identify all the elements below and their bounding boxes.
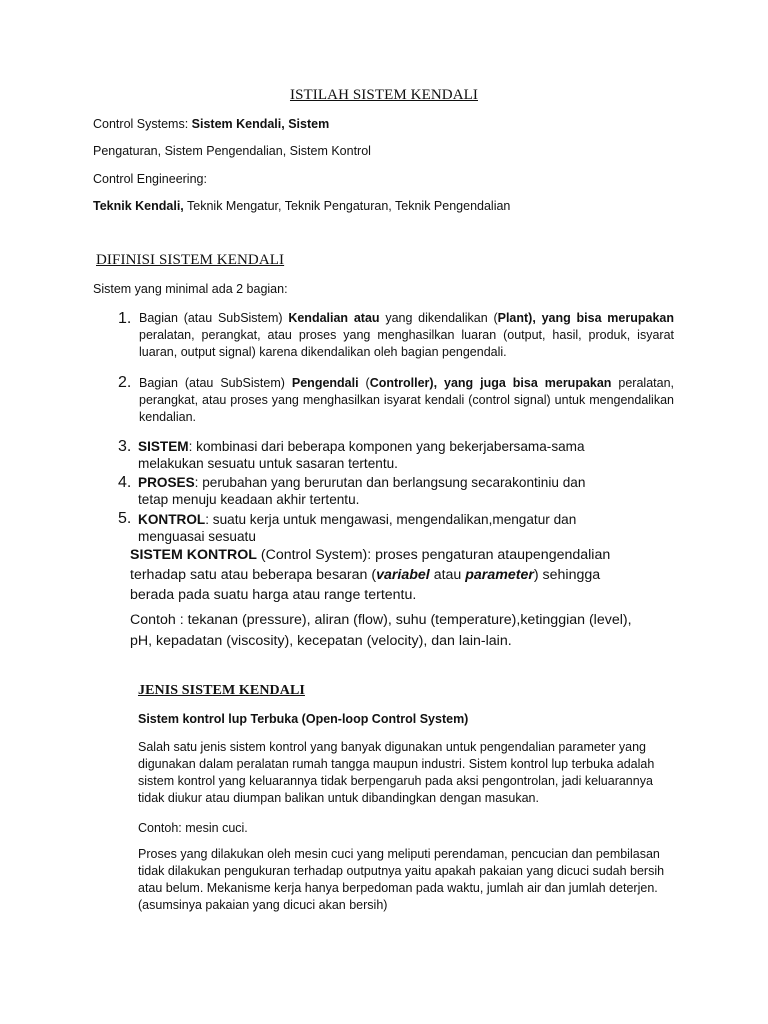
sk-line1: (Control System): proses pengaturan ataupengendalian xyxy=(256,547,611,563)
item-1-number: 1. xyxy=(118,310,132,327)
item-4-number: 4. xyxy=(118,474,132,491)
item-2-part: peralatan, perangkat, atau proses yang menghasilkan isyarat kendali (control signal) untuk mengendalikan kendalian. xyxy=(139,376,675,424)
tk-rest: Teknik Mengatur, Teknik Pengaturan, Teknik Pengendalian xyxy=(183,199,511,213)
line-control-systems xyxy=(93,116,329,133)
contoh-line1: Contoh : tekanan (pressure), aliran (flow), suhu (temperature),ketinggian (level), xyxy=(130,612,632,628)
item-2-number: 2. xyxy=(118,374,132,391)
item-1-text xyxy=(139,310,674,361)
item-3-line2: melakukan sesuatu untuk sasaran tertentu. xyxy=(138,456,398,471)
line-pengaturan: Pengaturan, Sistem Pengendalian, Sistem Kontrol xyxy=(93,144,371,158)
item-3-line1: : kombinasi dari beberapa komponen yang bekerjabersama-sama xyxy=(188,439,585,454)
paragraph-open-loop: Salah satu jenis sistem kontrol yang banyak digunakan untuk pengendalian parameter yang digunakan dalam peralatan rumah tangga maupun industri. Sistem kontrol lup terbuka adalah sistem kontrol yang keluarannya tidak berpengaruh pada aksi pengontrolan, jadi keluarannya tidak diukur atau diumpan balikan untuk dibandingkan dengan masukan. xyxy=(138,740,655,805)
item-5-number: 5. xyxy=(118,510,132,527)
line-control-engineering: Control Engineering: xyxy=(93,172,207,186)
item-5-text xyxy=(138,511,698,545)
item-2-part: ( xyxy=(358,376,370,390)
item-5-line2: menguasai sesuatu xyxy=(138,529,256,544)
item-4-term: PROSES xyxy=(138,475,195,490)
item-5-line1: : suatu kerja untuk mengawasi, mengendalikan,mengatur dan xyxy=(205,512,577,527)
sk-line2b: atau xyxy=(429,567,466,583)
paragraph-mesin-cuci: Proses yang dilakukan oleh mesin cuci yang meliputi perendaman, pencucian dan pembilasan tidak dilakukan pengukuran terhadap outputnya yaitu apakah pakaian yang dicuci sudah bersih atau belum. Mekanisme kerja hanya berpedoman pada waktu, jumlah air dan jumlah deterjen. (asumsinya pakaian yang dicuci akan bersih) xyxy=(138,847,665,912)
item-4-line2: tetap menuju keadaan akhir tertentu. xyxy=(138,492,360,507)
title-jenis: JENIS SISTEM KENDALI xyxy=(138,683,305,698)
subheading-open-loop: Sistem kontrol lup Terbuka (Open-loop Control System) xyxy=(138,712,469,726)
cs-label: Control Systems: xyxy=(93,117,192,131)
item-4-text xyxy=(138,474,698,508)
contoh-parameters xyxy=(130,610,730,652)
item-3-text xyxy=(138,438,698,472)
line-teknik-kendali xyxy=(93,198,510,215)
item-1-bold: Kendalian atau xyxy=(288,311,380,325)
item-1-bold: Plant), yang bisa merupakan xyxy=(497,311,675,325)
item-2-part: Bagian (atau SubSistem) xyxy=(139,376,292,390)
sk-parameter: parameter xyxy=(465,567,534,583)
item-2-bold: Controller), yang juga bisa merupakan xyxy=(369,376,612,390)
title-istilah: ISTILAH SISTEM KENDALI xyxy=(289,87,478,103)
item-5-term: KONTROL xyxy=(138,512,206,527)
item-1-part: yang dikendalikan ( xyxy=(379,311,498,325)
item-2-text xyxy=(139,375,674,426)
sk-term: SISTEM KONTROL xyxy=(130,547,257,563)
contoh-mesin-cuci: Contoh: mesin cuci. xyxy=(138,821,248,835)
title-difinisi: DIFINISI SISTEM KENDALI xyxy=(96,252,285,268)
item-1-part: peralatan, perangkat, atau proses yang menghasilkan luaran (output, hasil, produk, isyarat luaran, output signal) karena dikendalikan oleh bagian pengendali. xyxy=(139,328,674,359)
sk-line3: berada pada suatu harga atau range tertentu. xyxy=(130,587,417,603)
item-2-bold: Pengendali xyxy=(291,376,359,390)
sk-variabel: variabel xyxy=(376,567,430,583)
contoh-line2: pH, kepadatan (viscosity), kecepatan (velocity), dan lain-lain. xyxy=(130,633,512,649)
tk-bold: Teknik Kendali, xyxy=(93,199,184,213)
sk-line2a: terhadap satu atau beberapa besaran ( xyxy=(130,567,377,583)
sk-line2c: ) sehingga xyxy=(533,567,601,583)
item-3-number: 3. xyxy=(118,438,132,455)
sistem-kontrol-definition xyxy=(130,545,710,605)
intro-line: Sistem yang minimal ada 2 bagian: xyxy=(93,282,288,296)
item-1-part: Bagian (atau SubSistem) xyxy=(139,311,289,325)
cs-bold: Sistem Kendali, Sistem xyxy=(191,117,330,131)
item-4-line1: : perubahan yang berurutan dan berlangsung secarakontiniu dan xyxy=(194,475,586,490)
item-3-term: SISTEM xyxy=(138,439,189,454)
